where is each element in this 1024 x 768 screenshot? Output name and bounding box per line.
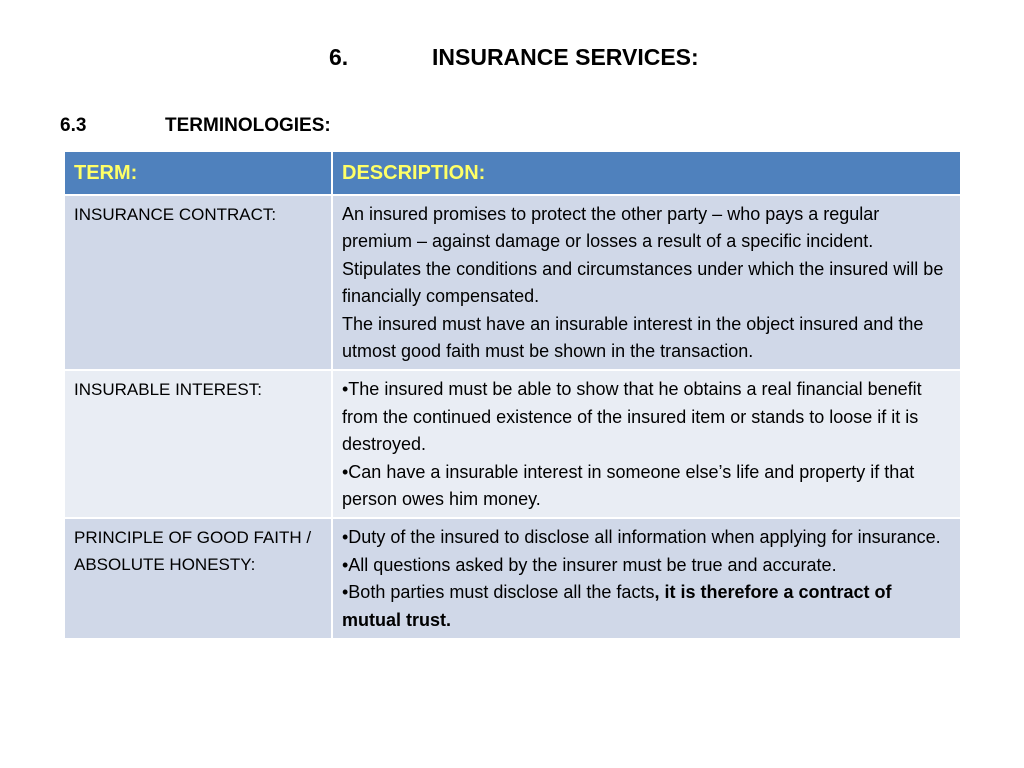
description-line: The insured must have an insurable interest in the object insured and the utmost good faith must be shown in the transaction.	[342, 313, 924, 362]
description-line: Stipulates the conditions and circumstances under which the insured will be financially compensated.	[342, 258, 944, 307]
description-line: •Can have a insurable interest in someone else’s life and property if that person owes him money.	[342, 461, 915, 510]
description-column-header: DESCRIPTION:	[332, 151, 961, 195]
terminology-table	[63, 150, 962, 640]
term-column-header: TERM:	[64, 151, 332, 195]
term-cell: INSURANCE CONTRACT:	[64, 195, 332, 370]
section-heading	[0, 112, 1024, 140]
slide-title-text: INSURANCE SERVICES:	[432, 44, 699, 70]
table-row	[64, 370, 961, 518]
section-number: 6.3	[60, 115, 87, 136]
description-cell	[332, 370, 961, 518]
description-line-mixed	[342, 579, 951, 634]
description-bold-text: , it is therefore a contract of mutual trust.	[342, 582, 892, 630]
term-cell: PRINCIPLE OF GOOD FAITH / ABSOLUTE HONESTY:	[64, 518, 332, 639]
description-line: •The insured must be able to show that he obtains a real financial benefit from the continued existence of the insured item or stands to loose if it is destroyed.	[342, 379, 922, 455]
table-row	[64, 195, 961, 370]
table-row	[64, 518, 961, 639]
slide-title	[0, 40, 1024, 74]
description-plain-text: •Both parties must disclose all the facts	[342, 582, 655, 603]
section-title: TERMINOLOGIES:	[165, 115, 331, 136]
description-line: An insured promises to protect the other party – who pays a regular premium – against damage or losses a result of a specific incident.	[342, 204, 880, 252]
table-header-row	[64, 151, 961, 195]
description-cell	[332, 195, 961, 370]
description-cell	[332, 518, 961, 639]
term-cell: INSURABLE INTEREST:	[64, 370, 332, 518]
description-line: •All questions asked by the insurer must be true and accurate.	[342, 554, 837, 575]
slide-title-number: 6.	[329, 44, 349, 70]
description-line: •Duty of the insured to disclose all information when applying for insurance.	[342, 527, 941, 548]
